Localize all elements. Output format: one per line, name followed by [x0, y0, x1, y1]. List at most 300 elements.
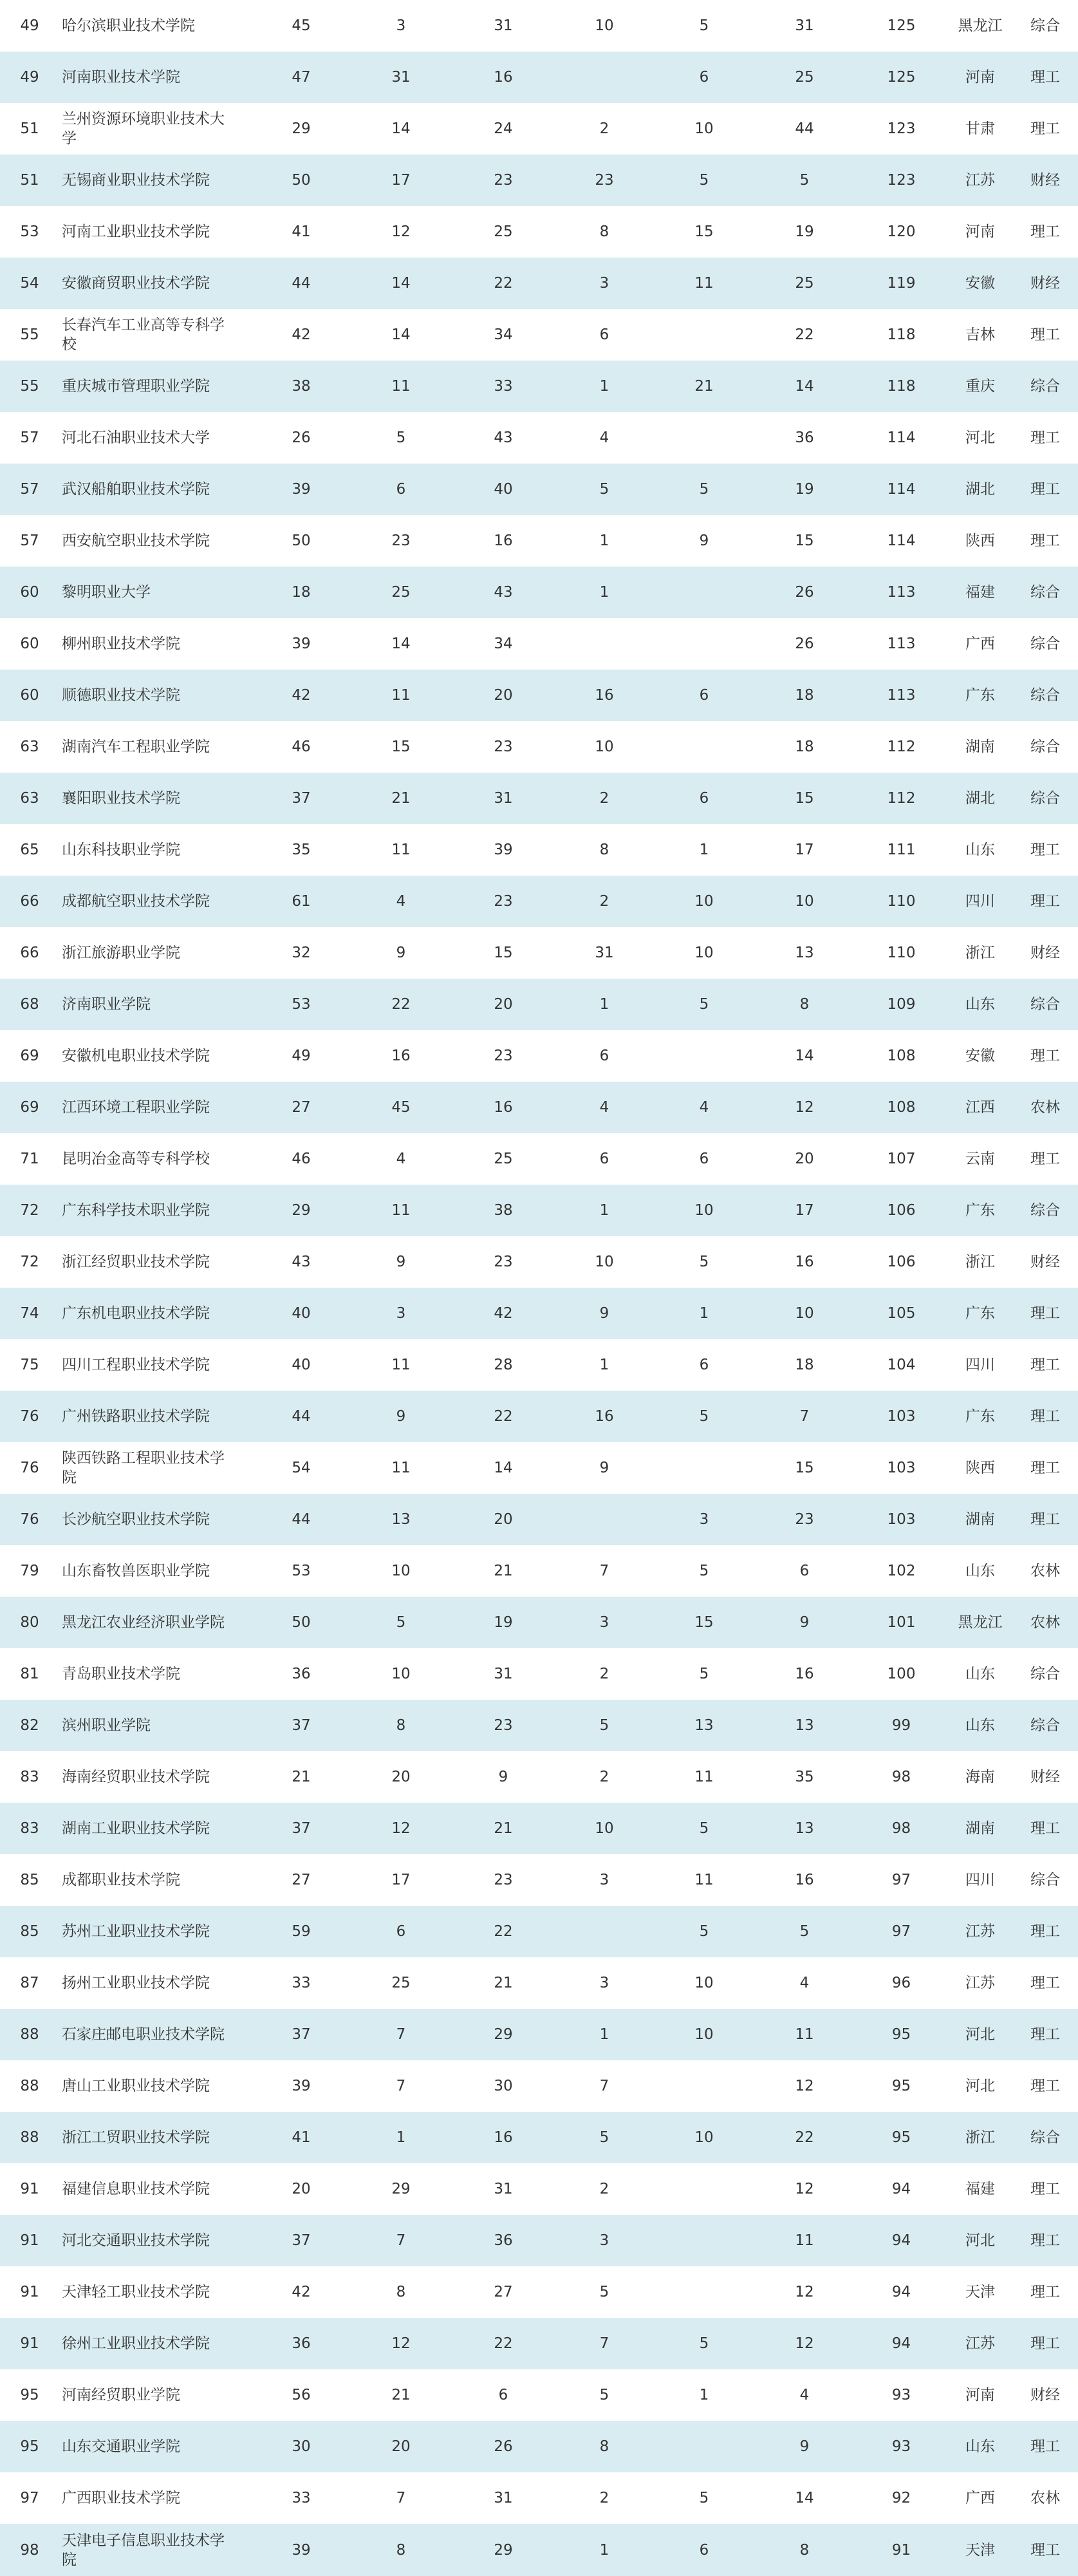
score-6-cell: 44 [795, 120, 814, 137]
total-score-cell: 112 [855, 773, 948, 824]
score-6-cell: 4 [799, 1975, 810, 1991]
category-cell: 理工 [1030, 2284, 1060, 2300]
table-row [0, 206, 1078, 258]
score-6-cell: 18 [754, 670, 855, 721]
province-cell: 四川 [965, 1872, 995, 1888]
score-5-cell: 10 [694, 120, 714, 137]
province-cell: 重庆 [948, 361, 1012, 412]
score-4-cell: 3 [599, 1975, 609, 1991]
rank-cell: 76 [0, 1494, 59, 1545]
category-cell: 理工 [1012, 1391, 1078, 1442]
score-6-cell: 20 [795, 1151, 814, 1167]
score-1-cell: 39 [292, 2078, 311, 2094]
school-name-cell: 襄阳职业技术学院 [59, 773, 252, 824]
score-1-cell: 29 [292, 120, 311, 137]
province-cell: 吉林 [965, 326, 995, 343]
score-6-cell: 18 [795, 738, 814, 755]
table-row [0, 2266, 1078, 2318]
score-1-cell: 44 [252, 1494, 350, 1545]
score-5-cell [654, 2421, 754, 2472]
score-4-cell: 23 [555, 155, 654, 206]
score-2-cell: 11 [391, 1357, 411, 1373]
score-4-cell: 2 [555, 773, 654, 824]
score-1-cell: 41 [252, 2112, 350, 2163]
province-cell: 湖北 [948, 773, 1012, 824]
table-row [0, 103, 1078, 155]
score-1-cell: 42 [292, 2284, 311, 2300]
score-6-cell: 5 [754, 1906, 855, 1957]
score-6-cell: 10 [754, 1288, 855, 1339]
rank-cell: 81 [20, 1666, 39, 1682]
category-cell: 理工 [1012, 52, 1078, 103]
province-cell: 陕西 [965, 532, 995, 549]
school-name-cell: 安徽机电职业技术学院 [62, 1048, 210, 1064]
total-score-cell: 110 [855, 876, 948, 927]
rank-cell: 97 [20, 2490, 39, 2506]
province-cell: 天津 [965, 2284, 995, 2300]
province-cell: 山东 [965, 1666, 995, 1682]
rank-cell: 49 [0, 52, 59, 103]
province-cell: 河南 [965, 223, 995, 240]
score-4-cell [555, 1906, 654, 1957]
score-3-cell: 31 [452, 773, 555, 824]
score-4-cell: 16 [555, 1391, 654, 1442]
score-1-cell: 35 [292, 841, 311, 858]
table-row [0, 2009, 1078, 2060]
school-name-cell: 苏州工业职业技术学院 [59, 1906, 252, 1957]
score-6-cell: 25 [754, 52, 855, 103]
score-3-cell: 21 [494, 1975, 513, 1991]
score-5-cell [654, 412, 754, 464]
score-4-cell: 6 [599, 326, 609, 343]
score-5-cell [654, 2266, 754, 2318]
total-score-cell: 106 [887, 1254, 916, 1270]
score-2-cell: 1 [350, 2112, 452, 2163]
province-cell: 广西 [965, 635, 995, 652]
school-name-cell: 顺德职业技术学院 [59, 670, 252, 721]
score-2-cell: 12 [391, 223, 411, 240]
rank-cell: 91 [0, 2215, 59, 2266]
category-cell: 综合 [1030, 1872, 1060, 1888]
score-6-cell: 17 [754, 1185, 855, 1236]
rank-cell: 82 [0, 1700, 59, 1751]
category-cell: 综合 [1012, 2112, 1078, 2163]
score-6-cell: 31 [795, 17, 814, 34]
rank-cell: 80 [0, 1597, 59, 1648]
province-cell: 甘肃 [965, 120, 995, 137]
category-cell: 理工 [1030, 2181, 1060, 2197]
score-2-cell: 7 [350, 2009, 452, 2060]
score-1-cell: 53 [292, 1563, 311, 1579]
province-cell: 安徽 [948, 258, 1012, 309]
province-cell: 山东 [948, 979, 1012, 1030]
score-4-cell: 7 [555, 2318, 654, 2369]
score-2-cell: 10 [391, 1666, 411, 1682]
school-name-cell: 天津电子信息职业技术学院 [59, 2524, 252, 2576]
province-cell: 河南 [948, 52, 1012, 103]
score-2-cell: 11 [391, 841, 411, 858]
table-row [0, 52, 1078, 103]
rank-cell: 60 [20, 635, 39, 652]
school-name-cell: 兰州资源环境职业技术大学 [62, 111, 225, 147]
total-score-cell: 101 [855, 1597, 948, 1648]
score-1-cell: 50 [252, 155, 350, 206]
score-1-cell: 59 [252, 1906, 350, 1957]
score-1-cell: 38 [252, 361, 350, 412]
rank-cell: 95 [0, 2421, 59, 2472]
score-3-cell: 22 [452, 1391, 555, 1442]
score-2-cell: 45 [350, 1082, 452, 1133]
rank-cell: 83 [20, 1769, 39, 1785]
score-3-cell: 20 [452, 979, 555, 1030]
province-cell: 浙江 [948, 2112, 1012, 2163]
score-3-cell: 28 [494, 1357, 513, 1373]
score-2-cell: 6 [350, 1906, 452, 1957]
score-4-cell: 10 [595, 738, 614, 755]
score-2-cell: 14 [391, 120, 411, 137]
school-name-cell: 浙江旅游职业学院 [62, 945, 180, 961]
score-5-cell [654, 2163, 754, 2215]
score-1-cell: 50 [252, 1597, 350, 1648]
score-2-cell: 25 [350, 567, 452, 618]
total-score-cell: 94 [891, 2181, 911, 2197]
score-4-cell: 31 [595, 945, 614, 961]
score-1-cell: 43 [292, 1254, 311, 1270]
table-row [0, 721, 1078, 773]
score-1-cell: 44 [252, 1391, 350, 1442]
category-cell: 理工 [1030, 326, 1060, 343]
score-1-cell: 39 [252, 464, 350, 515]
score-6-cell: 22 [795, 326, 814, 343]
total-score-cell: 103 [887, 1460, 916, 1476]
score-4-cell: 10 [555, 1803, 654, 1854]
score-4-cell [555, 52, 654, 103]
score-4-cell: 8 [599, 223, 609, 240]
table-row [0, 1339, 1078, 1391]
school-name-cell: 石家庄邮电职业技术学院 [59, 2009, 252, 2060]
score-1-cell: 30 [252, 2421, 350, 2472]
table-row [0, 1906, 1078, 1957]
school-name-cell: 昆明冶金高等专科学校 [62, 1151, 210, 1167]
table-row [0, 1648, 1078, 1700]
score-1-cell: 42 [252, 670, 350, 721]
province-cell: 江苏 [948, 1906, 1012, 1957]
score-2-cell: 14 [391, 326, 411, 343]
rank-cell: 91 [20, 2181, 39, 2197]
school-name-cell: 重庆城市管理职业学院 [59, 361, 252, 412]
table-row [0, 515, 1078, 567]
score-2-cell: 7 [350, 2215, 452, 2266]
score-4-cell: 4 [555, 1082, 654, 1133]
score-5-cell: 6 [699, 1357, 709, 1373]
school-name-cell: 成都航空职业技术学院 [59, 876, 252, 927]
score-2-cell: 9 [396, 1254, 406, 1270]
school-name-cell: 无锡商业职业技术学院 [59, 155, 252, 206]
score-6-cell: 35 [795, 1769, 814, 1785]
rank-cell: 69 [20, 1048, 39, 1064]
score-1-cell: 36 [252, 2318, 350, 2369]
score-2-cell: 9 [396, 945, 406, 961]
score-3-cell: 39 [494, 841, 513, 858]
category-cell: 财经 [1012, 155, 1078, 206]
score-4-cell: 9 [599, 1460, 609, 1476]
category-cell: 农林 [1030, 1563, 1060, 1579]
rank-cell: 65 [20, 841, 39, 858]
score-1-cell: 46 [292, 1151, 311, 1167]
score-1-cell: 49 [292, 1048, 311, 1064]
table-row [0, 1391, 1078, 1442]
category-cell: 理工 [1030, 532, 1060, 549]
score-4-cell: 1 [555, 2524, 654, 2576]
score-2-cell: 4 [350, 876, 452, 927]
score-6-cell: 14 [795, 1048, 814, 1064]
rank-cell: 53 [20, 223, 39, 240]
total-score-cell: 96 [891, 1975, 911, 1991]
total-score-cell: 108 [887, 1048, 916, 1064]
score-4-cell: 8 [555, 2421, 654, 2472]
rank-cell: 91 [0, 2318, 59, 2369]
rank-cell: 60 [0, 670, 59, 721]
category-cell: 理工 [1030, 223, 1060, 240]
province-cell: 广东 [948, 1391, 1012, 1442]
score-3-cell: 16 [452, 1082, 555, 1133]
score-4-cell: 2 [599, 120, 609, 137]
score-5-cell: 10 [654, 2009, 754, 2060]
score-4-cell: 16 [555, 670, 654, 721]
score-6-cell: 12 [795, 2181, 814, 2197]
score-5-cell [654, 1030, 754, 1082]
score-2-cell: 3 [396, 17, 406, 34]
total-score-cell: 95 [891, 2078, 911, 2094]
score-1-cell: 27 [252, 1082, 350, 1133]
total-score-cell: 104 [887, 1357, 916, 1373]
school-name-cell: 武汉船舶职业技术学院 [59, 464, 252, 515]
table-row [0, 1545, 1078, 1597]
score-3-cell: 22 [452, 1906, 555, 1957]
rank-cell: 57 [20, 429, 39, 446]
province-cell: 广东 [948, 670, 1012, 721]
table-row [0, 2060, 1078, 2112]
category-cell: 综合 [1012, 361, 1078, 412]
score-3-cell: 36 [452, 2215, 555, 2266]
school-name-cell: 山东交通职业学院 [59, 2421, 252, 2472]
rank-cell: 55 [0, 361, 59, 412]
school-name-cell: 浙江经贸职业技术学院 [62, 1254, 210, 1270]
total-score-cell: 112 [887, 738, 916, 755]
score-4-cell: 5 [555, 1700, 654, 1751]
score-1-cell: 37 [252, 2215, 350, 2266]
score-6-cell: 12 [754, 2318, 855, 2369]
score-6-cell: 5 [754, 155, 855, 206]
province-cell: 山东 [948, 2421, 1012, 2472]
total-score-cell: 98 [891, 1769, 911, 1785]
rank-cell: 76 [20, 1460, 39, 1476]
score-5-cell [654, 618, 754, 670]
score-6-cell: 15 [754, 773, 855, 824]
rank-cell: 57 [20, 532, 39, 549]
score-3-cell: 31 [494, 1666, 513, 1682]
total-score-cell: 118 [855, 361, 948, 412]
province-cell: 黑龙江 [948, 1597, 1012, 1648]
rank-cell: 85 [0, 1906, 59, 1957]
category-cell: 理工 [1012, 2524, 1078, 2576]
score-4-cell: 1 [555, 979, 654, 1030]
score-5-cell: 15 [694, 223, 714, 240]
score-1-cell: 39 [292, 635, 311, 652]
score-2-cell: 12 [350, 1803, 452, 1854]
score-3-cell: 34 [494, 635, 513, 652]
school-name-cell: 河北交通职业技术学院 [59, 2215, 252, 2266]
category-cell: 农林 [1012, 1597, 1078, 1648]
category-cell: 综合 [1012, 1185, 1078, 1236]
score-2-cell: 10 [391, 1563, 411, 1579]
category-cell: 财经 [1012, 258, 1078, 309]
score-6-cell: 11 [754, 2215, 855, 2266]
province-cell: 湖南 [948, 1494, 1012, 1545]
school-name-cell: 湖南工业职业技术学院 [59, 1803, 252, 1854]
category-cell: 理工 [1030, 429, 1060, 446]
score-3-cell: 15 [494, 945, 513, 961]
score-2-cell: 8 [350, 2524, 452, 2576]
score-5-cell: 4 [654, 1082, 754, 1133]
score-3-cell: 43 [452, 567, 555, 618]
rank-cell: 69 [0, 1082, 59, 1133]
score-1-cell: 20 [292, 2181, 311, 2197]
score-5-cell: 5 [654, 1391, 754, 1442]
table-row [0, 2524, 1078, 2576]
total-score-cell: 100 [887, 1666, 916, 1682]
score-6-cell: 12 [795, 2078, 814, 2094]
score-3-cell: 30 [494, 2078, 513, 2094]
school-name-cell: 徐州工业职业技术学院 [59, 2318, 252, 2369]
total-score-cell: 123 [887, 120, 916, 137]
score-2-cell: 17 [391, 1872, 411, 1888]
score-5-cell [654, 2060, 754, 2112]
score-4-cell: 2 [599, 1666, 609, 1682]
rank-cell: 74 [0, 1288, 59, 1339]
score-3-cell: 31 [494, 17, 513, 34]
province-cell: 广东 [948, 1288, 1012, 1339]
score-4-cell: 10 [595, 17, 614, 34]
score-5-cell: 6 [654, 773, 754, 824]
score-3-cell: 23 [494, 1048, 513, 1064]
score-5-cell: 5 [654, 1803, 754, 1854]
score-3-cell: 29 [452, 2524, 555, 2576]
table-row [0, 464, 1078, 515]
score-1-cell: 36 [292, 1666, 311, 1682]
score-3-cell: 23 [494, 1254, 513, 1270]
province-cell: 山东 [965, 841, 995, 858]
score-2-cell: 20 [350, 2421, 452, 2472]
category-cell: 综合 [1030, 17, 1060, 34]
score-3-cell: 29 [452, 2009, 555, 2060]
score-4-cell: 4 [599, 429, 609, 446]
score-6-cell: 23 [754, 1494, 855, 1545]
category-cell: 综合 [1012, 773, 1078, 824]
score-2-cell: 14 [350, 258, 452, 309]
province-cell: 福建 [965, 2181, 995, 2197]
school-name-cell: 海南经贸职业技术学院 [62, 1769, 210, 1785]
score-4-cell [555, 618, 654, 670]
category-cell: 综合 [1030, 635, 1060, 652]
score-2-cell: 8 [350, 1700, 452, 1751]
table-row [0, 567, 1078, 618]
score-3-cell: 16 [494, 532, 513, 549]
score-6-cell: 19 [795, 223, 814, 240]
score-6-cell: 36 [795, 429, 814, 446]
total-score-cell: 105 [855, 1288, 948, 1339]
table-row [0, 927, 1078, 979]
school-name-cell: 广东科学技术职业学院 [59, 1185, 252, 1236]
province-cell: 湖南 [965, 738, 995, 755]
score-3-cell: 38 [452, 1185, 555, 1236]
score-2-cell: 11 [350, 361, 452, 412]
score-5-cell: 6 [654, 52, 754, 103]
rank-cell: 87 [20, 1975, 39, 1991]
table-row [0, 670, 1078, 721]
score-1-cell: 40 [252, 1288, 350, 1339]
score-1-cell: 33 [292, 1975, 311, 1991]
total-score-cell: 119 [855, 258, 948, 309]
score-5-cell: 11 [654, 258, 754, 309]
school-name-cell: 四川工程职业技术学院 [62, 1357, 210, 1373]
total-score-cell: 109 [855, 979, 948, 1030]
score-2-cell: 4 [396, 1151, 406, 1167]
score-5-cell: 5 [654, 155, 754, 206]
total-score-cell: 99 [855, 1700, 948, 1751]
total-score-cell: 113 [887, 635, 916, 652]
category-cell: 理工 [1012, 2421, 1078, 2472]
table-row [0, 2163, 1078, 2215]
rank-cell: 55 [20, 326, 39, 343]
score-5-cell: 1 [699, 841, 709, 858]
category-cell: 财经 [1030, 1254, 1060, 1270]
category-cell: 理工 [1030, 1048, 1060, 1064]
score-4-cell: 6 [599, 1048, 609, 1064]
score-4-cell: 2 [599, 1769, 609, 1785]
score-6-cell: 14 [754, 361, 855, 412]
category-cell: 财经 [1030, 1769, 1060, 1785]
score-2-cell: 8 [396, 2284, 406, 2300]
school-name-cell: 河北石油职业技术大学 [62, 429, 210, 446]
score-4-cell: 1 [555, 361, 654, 412]
province-cell: 黑龙江 [958, 17, 1003, 34]
rank-cell: 49 [20, 17, 39, 34]
category-cell: 理工 [1012, 1906, 1078, 1957]
rank-cell: 83 [0, 1803, 59, 1854]
category-cell: 综合 [1030, 1666, 1060, 1682]
table-row [0, 618, 1078, 670]
score-4-cell: 10 [595, 1254, 614, 1270]
table-row [0, 1236, 1078, 1288]
category-cell: 农林 [1012, 1082, 1078, 1133]
score-6-cell: 15 [795, 532, 814, 549]
rank-cell: 51 [0, 155, 59, 206]
total-score-cell: 107 [887, 1151, 916, 1167]
score-2-cell: 22 [350, 979, 452, 1030]
table-row [0, 824, 1078, 876]
score-3-cell: 42 [452, 1288, 555, 1339]
score-3-cell: 23 [452, 155, 555, 206]
rank-cell: 72 [0, 1185, 59, 1236]
table-row [0, 1082, 1078, 1133]
score-2-cell: 14 [391, 635, 411, 652]
total-score-cell: 93 [891, 2387, 911, 2403]
score-6-cell: 13 [754, 1700, 855, 1751]
school-name-cell: 黎明职业大学 [59, 567, 252, 618]
score-5-cell [654, 309, 754, 361]
score-4-cell: 3 [599, 1872, 609, 1888]
